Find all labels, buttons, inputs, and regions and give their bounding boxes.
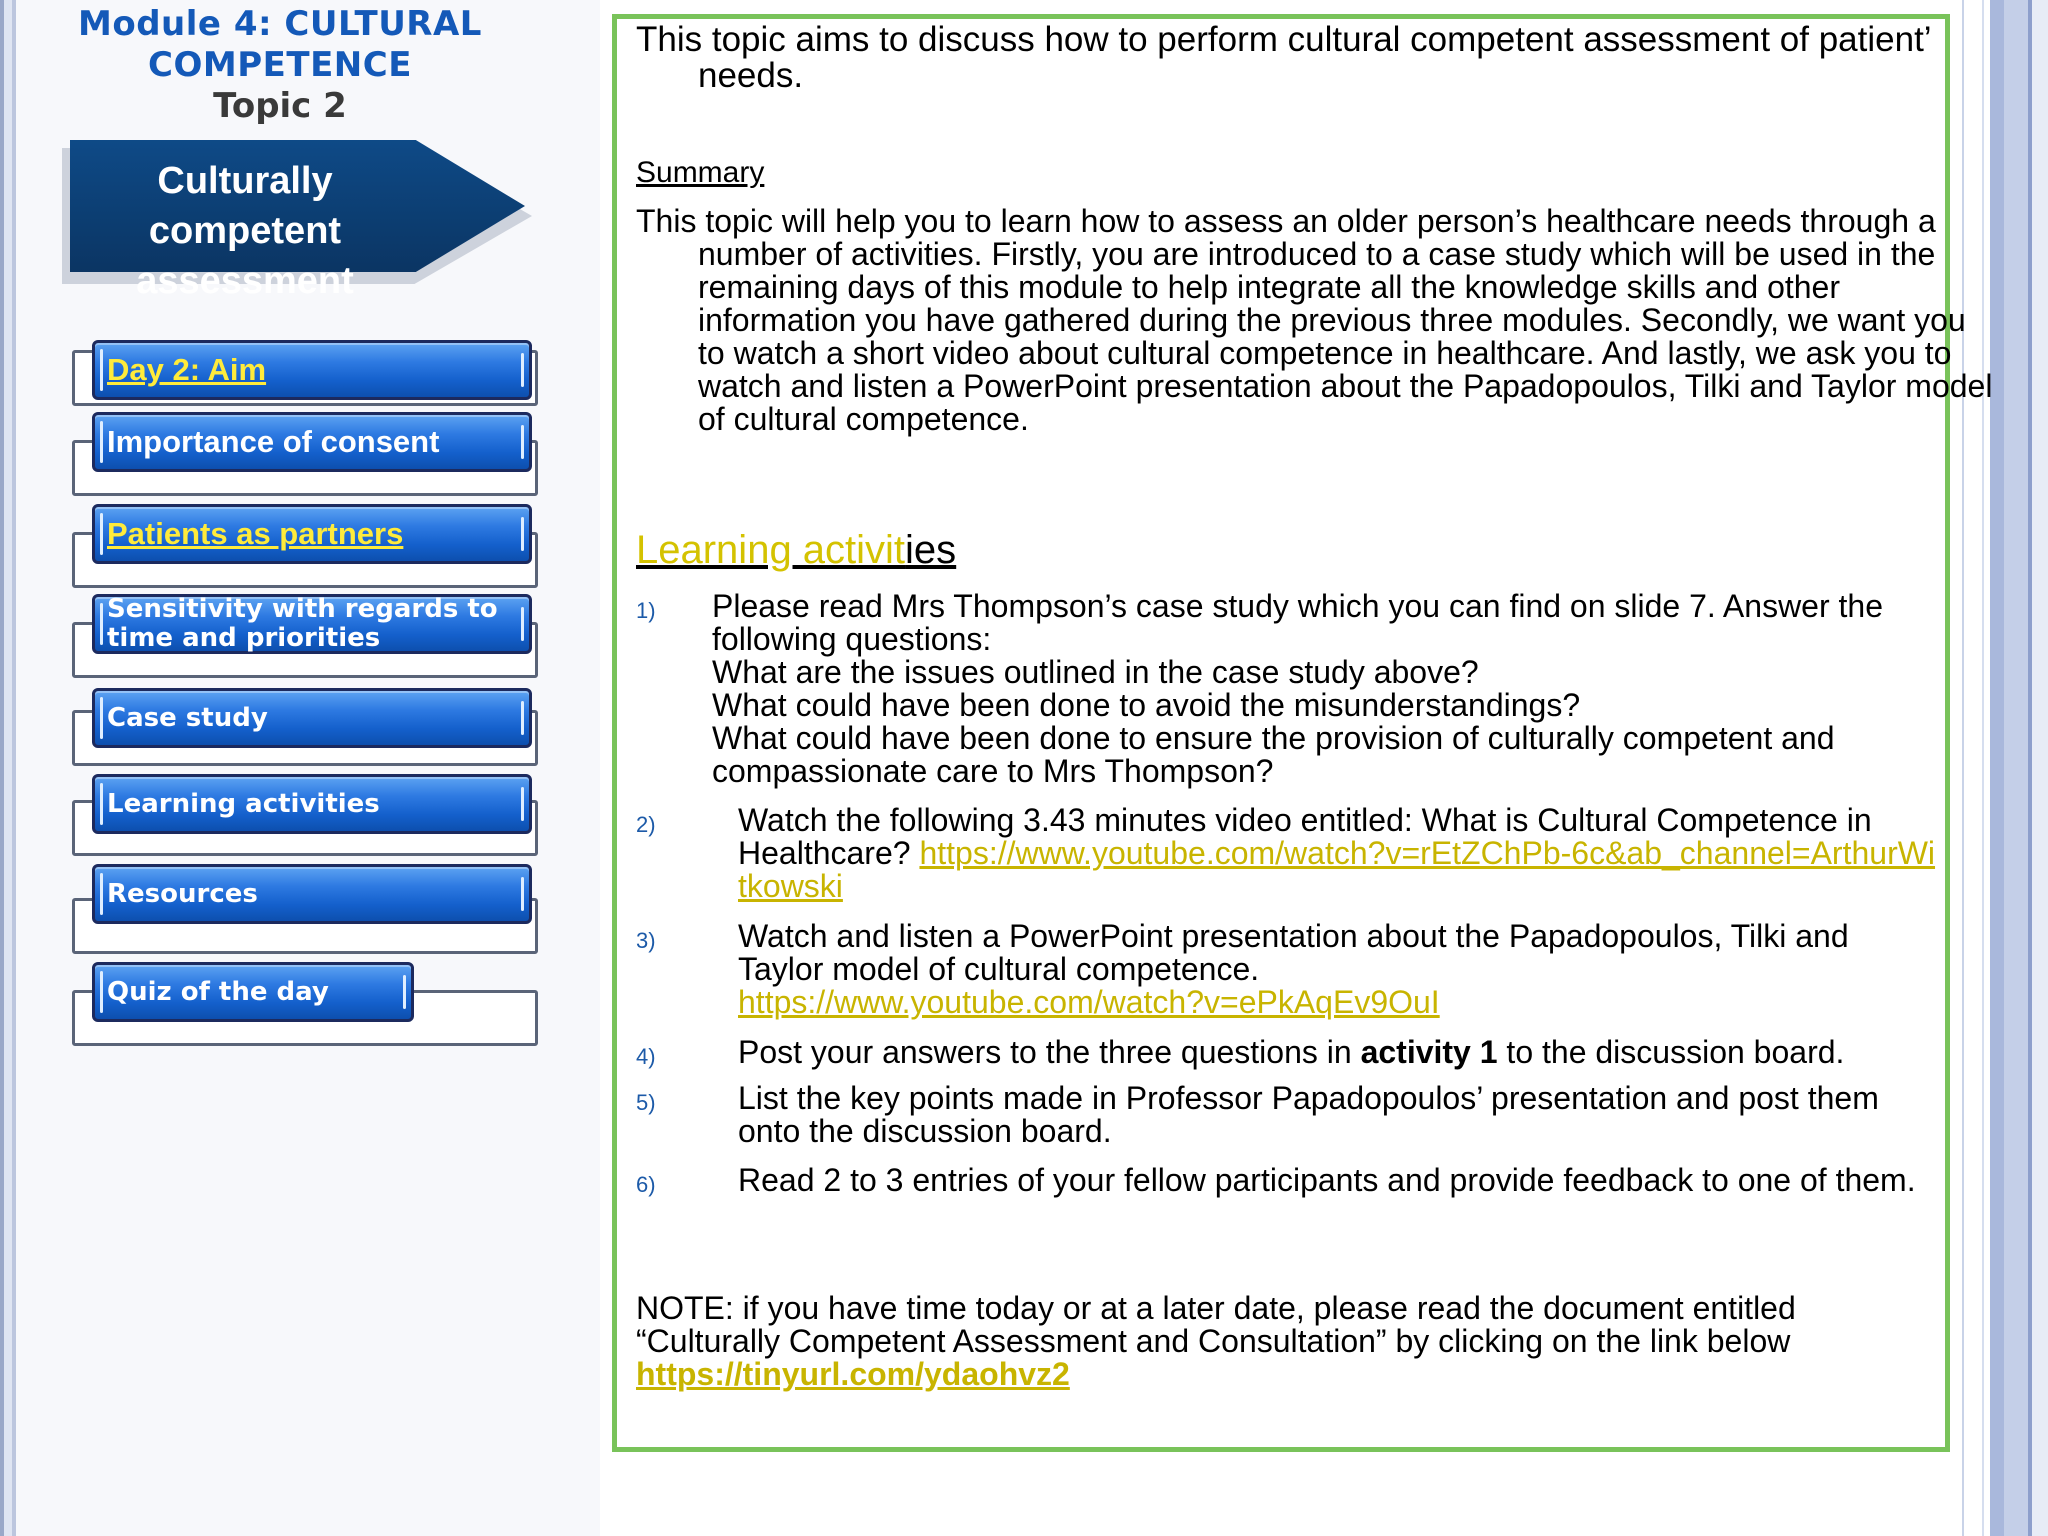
banner-label: Culturally competent assessment: [136, 160, 354, 302]
activity-number: 6): [636, 1172, 656, 1197]
nav-label-quiz-of-the-day[interactable]: Quiz of the day: [107, 976, 329, 1007]
activity-1-body: [712, 590, 1932, 788]
activity-1-line: Please read Mrs Thompson’s case study which you can find on slide 7. Answer the following questions:: [712, 588, 1883, 657]
nav-button-quiz-of-the-day[interactable]: [92, 962, 414, 1022]
topic-intro: This topic aims to discuss how to perform cultural competent assessment of patient’ needs.: [636, 20, 1931, 95]
nav-item-case-study[interactable]: [72, 688, 538, 766]
activity-number: 3): [636, 928, 656, 953]
activity-4: [636, 1036, 1936, 1076]
video-link-cultural-competence[interactable]: https://www.youtube.com/watch?v=rEtZChPb-6c&ab_channel=ArthurWitkowski: [738, 835, 1936, 904]
note-block: [636, 1292, 1936, 1391]
activity-5: [636, 1082, 1936, 1152]
nav-label-learning-activities[interactable]: Learning activities: [107, 788, 380, 819]
activity-3-text: Watch and listen a PowerPoint presentation about the Papadopoulos, Tilki and Taylor model of cultural competence.: [738, 918, 1849, 987]
learning-activities-heading-part2: ies: [905, 528, 957, 572]
activity-4-text-after: to the discussion board.: [1506, 1034, 1845, 1070]
activity-number: 1): [636, 598, 656, 623]
activity-6-text: Read 2 to 3 entries of your fellow participants and provide feedback to one of them.: [738, 1162, 1916, 1198]
activity-1-question: What could have been done to avoid the misunderstandings?: [712, 687, 1581, 723]
activity-5-body: [738, 1082, 1918, 1148]
nav-button-day-2-aim[interactable]: [92, 340, 532, 400]
nav-item-sensitivity[interactable]: [72, 594, 538, 678]
nav-label-case-study[interactable]: Case study: [107, 702, 268, 733]
summary-heading: Summary: [636, 156, 765, 189]
summary-text: This topic will help you to learn how to assess an older person’s healthcare needs through a number of activities. Firstly, you are introduced to a case study which will be used in the remaining days of this module to help integrate all the knowledge skills and other information you have gathered during the previous three modules. Secondly, we want you to watch a short video about cultural competence in healthcare. And lastly, we ask you to watch and listen a PowerPoint presentation about the Papadopoulos, Tilki and Taylor model of cultural competence.: [636, 203, 1993, 437]
nav-button-learning-activities[interactable]: [92, 774, 532, 834]
activity-3-body: [738, 920, 1938, 1019]
activity-2-body: [738, 804, 1938, 903]
activity-4-text: Post your answers to the three questions in: [738, 1034, 1352, 1070]
activity-number: 2): [636, 812, 656, 837]
nav-item-day-2-aim[interactable]: [72, 340, 538, 406]
note-text-line-1: NOTE: if you have time today or at a later date, please read the document entitled: [636, 1290, 1796, 1326]
nav-button-sensitivity[interactable]: [92, 594, 532, 654]
activity-4-bold: activity 1: [1360, 1034, 1498, 1070]
nav-item-importance-of-consent[interactable]: [72, 412, 538, 496]
topic-title: Topic 2: [213, 86, 347, 126]
activity-1-question: What could have been done to ensure the provision of culturally competent and compassionate care to Mrs Thompson?: [712, 720, 1835, 789]
nav-label-resources[interactable]: Resources: [107, 878, 258, 909]
nav-item-quiz-of-the-day[interactable]: [72, 962, 538, 1046]
activity-6-body: [738, 1164, 1918, 1197]
nav-item-patients-as-partners[interactable]: [72, 504, 538, 588]
activity-1-question: What are the issues outlined in the case study above?: [712, 654, 1479, 690]
nav-label-sensitivity[interactable]: Sensitivity with regards to time and priorities: [107, 594, 498, 653]
nav-label-day-2-aim[interactable]: Day 2: Aim: [107, 352, 267, 387]
activity-2: [636, 804, 1936, 904]
nav-label-patients-as-partners[interactable]: Patients as partners: [107, 516, 404, 551]
activity-6: [636, 1164, 1936, 1234]
nav-button-case-study[interactable]: [92, 688, 532, 748]
video-link-papadopoulos[interactable]: https://www.youtube.com/watch?v=ePkAqEv9OuI: [738, 984, 1440, 1020]
learning-activities-heading-part1: Learning activit: [636, 528, 906, 572]
module-title: Module 4: CULTURAL COMPETENCE: [78, 4, 482, 85]
activity-1: [636, 590, 1936, 790]
nav-item-learning-activities[interactable]: [72, 774, 538, 856]
nav-button-resources[interactable]: [92, 864, 532, 924]
nav-label-importance-of-consent[interactable]: Importance of consent: [107, 424, 440, 459]
nav-item-resources[interactable]: [72, 864, 538, 954]
learning-activities-heading: [636, 528, 956, 573]
activity-3: [636, 920, 1936, 1020]
activity-number: 5): [636, 1090, 656, 1115]
note-text-line-2: “Culturally Competent Assessment and Consultation” by clicking on the link below: [636, 1323, 1791, 1359]
nav-button-patients-as-partners[interactable]: [92, 504, 532, 564]
activity-5-text: List the key points made in Professor Papadopoulos’ presentation and post them onto the discussion board.: [738, 1080, 1879, 1149]
slide-left-border: [0, 0, 16, 1536]
activity-4-body: [738, 1036, 1938, 1069]
activity-number: 4): [636, 1044, 656, 1069]
document-link[interactable]: https://tinyurl.com/ydaohvz2: [636, 1356, 1070, 1392]
nav-button-importance-of-consent[interactable]: [92, 412, 532, 472]
activity-2-text: Watch the following 3.43 minutes video entitled: What is Cultural Competence in Healthcare?: [738, 802, 1872, 871]
